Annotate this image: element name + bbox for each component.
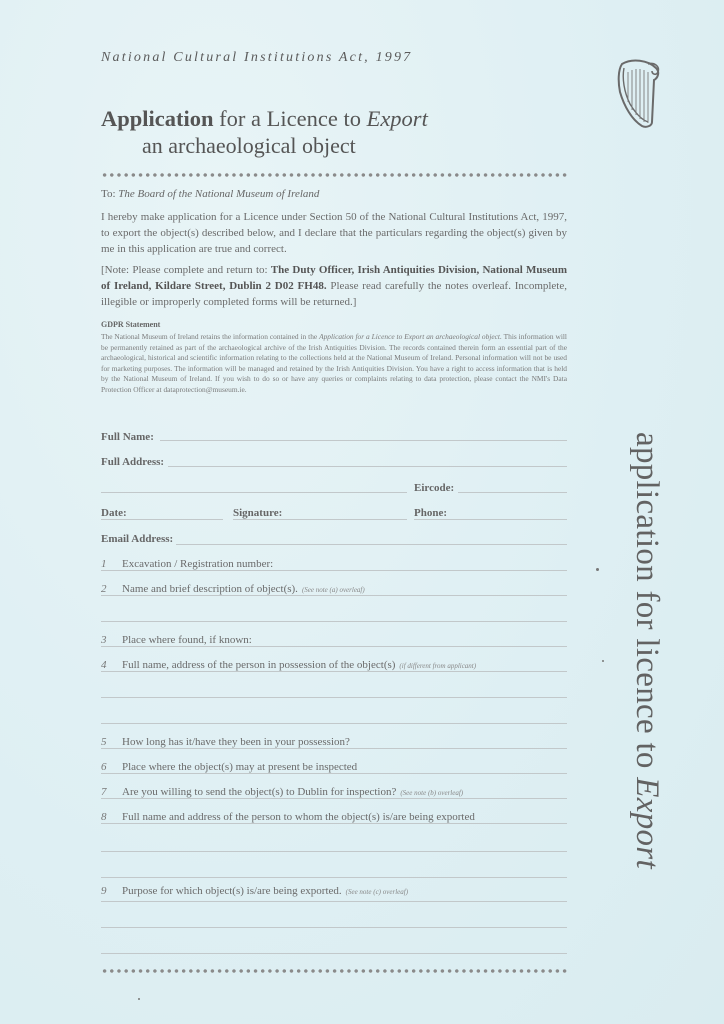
paper-speck — [596, 568, 599, 571]
answer-line-q9c[interactable] — [101, 953, 567, 954]
title-bold: Application — [101, 106, 214, 131]
full-address-label: Full Address: — [101, 456, 165, 468]
question-number: 9 — [101, 885, 107, 897]
question-number: 7 — [101, 786, 107, 798]
answer-line-q8[interactable] — [101, 823, 567, 824]
question-label: Purpose for which object(s) is/are being exported. — [122, 885, 342, 897]
gdpr-statement — [101, 332, 567, 395]
paper-speck — [138, 998, 140, 1000]
answer-line-q4[interactable] — [101, 671, 567, 672]
title-italic: Export — [366, 106, 428, 131]
title-mid: for a Licence to — [213, 106, 367, 131]
question-number: 5 — [101, 736, 107, 748]
phone-field[interactable] — [414, 519, 567, 520]
email-field[interactable] — [176, 544, 567, 545]
dotted-divider-bottom — [101, 968, 567, 974]
question-note: (See note (b) overleaf) — [400, 789, 464, 797]
answer-line-q1[interactable] — [101, 570, 567, 571]
answer-line-q3[interactable] — [101, 646, 567, 647]
question-label: Name and brief description of object(s). — [122, 583, 298, 595]
gdpr-text-1: The National Museum of Ireland retains the information contained in the — [101, 332, 320, 341]
side-title-text — [628, 432, 665, 869]
eircode-label: Eircode: — [414, 482, 455, 494]
question-label: Place where the object(s) may at present be inspected — [122, 761, 358, 773]
answer-line-q2b[interactable] — [101, 621, 567, 622]
answer-line-q8b[interactable] — [101, 851, 567, 852]
note-address: The Duty Officer, Irish Antiquities Division, National Museum of Ireland, Kildare Street, Dublin 2 D02 FH48. — [101, 264, 567, 292]
question-label: Full name and address of the person to whom the object(s) is/are being exported — [122, 811, 475, 823]
question-number: 3 — [101, 634, 107, 646]
gdpr-text-italic: Application for a Licence to Export an archaeological object. — [319, 332, 502, 341]
question-note: (See note (c) overleaf) — [345, 888, 409, 896]
full-address-field[interactable] — [168, 466, 567, 467]
question-text — [122, 811, 475, 823]
answer-line-q8c[interactable] — [101, 877, 567, 878]
question-text — [122, 659, 476, 671]
question-label: How long has it/have they been in your possession? — [122, 736, 350, 748]
eircode-field[interactable] — [458, 492, 567, 493]
question-number: 1 — [101, 558, 107, 570]
note-start: [Note: Please complete and return to: — [101, 264, 271, 276]
question-note: (See note (a) overleaf) — [301, 586, 365, 594]
act-title: National Cultural Institutions Act, 1997 — [101, 50, 413, 65]
email-label: Email Address: — [101, 533, 174, 545]
answer-line-q7[interactable] — [101, 798, 567, 799]
question-text — [122, 885, 408, 897]
answer-line-q9b[interactable] — [101, 927, 567, 928]
gdpr-heading: GDPR Statement — [101, 320, 161, 329]
answer-line-q5[interactable] — [101, 748, 567, 749]
phone-label: Phone: — [414, 507, 447, 519]
question-text — [122, 634, 252, 646]
question-note: (if different from applicant) — [399, 662, 477, 670]
question-text — [122, 558, 273, 570]
question-label: Full name, address of the person in possession of the object(s) — [122, 659, 396, 671]
addressee — [101, 188, 319, 200]
declaration-text: I hereby make application for a Licence under Section 50 of the National Cultural Institutions Act, 1997, to export the object(s) described below, and I declare that the particulars regarding the object(s) given by me in this application are true and correct. — [101, 211, 567, 255]
return-note — [101, 262, 567, 310]
question-label: Are you willing to send the object(s) to Dublin for inspection? — [122, 786, 397, 798]
to-value: The Board of the National Museum of Ireland — [118, 188, 320, 200]
question-text — [122, 761, 357, 773]
signature-field[interactable] — [233, 519, 407, 520]
question-label: Place where found, if known: — [122, 634, 252, 646]
answer-line-q2[interactable] — [101, 595, 567, 596]
signature-label: Signature: — [233, 507, 283, 519]
date-label: Date: — [101, 507, 127, 519]
question-label: Excavation / Registration number: — [122, 558, 274, 570]
question-text — [122, 583, 365, 595]
answer-line-q4c[interactable] — [101, 723, 567, 724]
full-address-field-2[interactable] — [101, 492, 407, 493]
harp-icon — [612, 58, 662, 130]
note-end: Please read carefully the notes overleaf. Incomplete, illegible or improperly completed forms will be returned.] — [101, 280, 567, 308]
answer-line-q9[interactable] — [101, 901, 567, 902]
answer-line-q4b[interactable] — [101, 697, 567, 698]
question-number: 4 — [101, 659, 107, 671]
dotted-divider-top — [101, 172, 567, 178]
question-text — [122, 736, 350, 748]
question-text — [122, 786, 463, 798]
side-title-italic: Export — [629, 777, 665, 869]
side-title — [623, 432, 669, 972]
paper-speck — [602, 660, 604, 662]
date-field[interactable] — [101, 519, 223, 520]
answer-line-q6[interactable] — [101, 773, 567, 774]
side-title-main: application for licence to — [629, 432, 665, 778]
full-name-field[interactable] — [160, 440, 567, 441]
to-label: To: — [101, 188, 116, 200]
question-number: 2 — [101, 583, 107, 595]
form-subtitle: an archaeological object — [142, 133, 356, 158]
full-name-label: Full Name: — [101, 431, 154, 443]
question-number: 8 — [101, 811, 107, 823]
form-title — [101, 106, 428, 132]
question-number: 6 — [101, 761, 107, 773]
gdpr-text-2: This information will be permanently retained as part of the archaeological archive of the Irish Antiquities Division. The records contained therein form an essential part of the archaeological, historical and scientific information relating to the collections held at the National Museum of Ireland. Personal information will not be used for marketing purposes. The information will be managed and retained by the Irish Antiquities Division. You have a right to access information that is held by the National Museum of Ireland. If you wish to do so or have any queries or complaints relating to data protection, please contact the NMI's Data Protection Officer at dataprotection@museum.ie. — [101, 332, 567, 394]
